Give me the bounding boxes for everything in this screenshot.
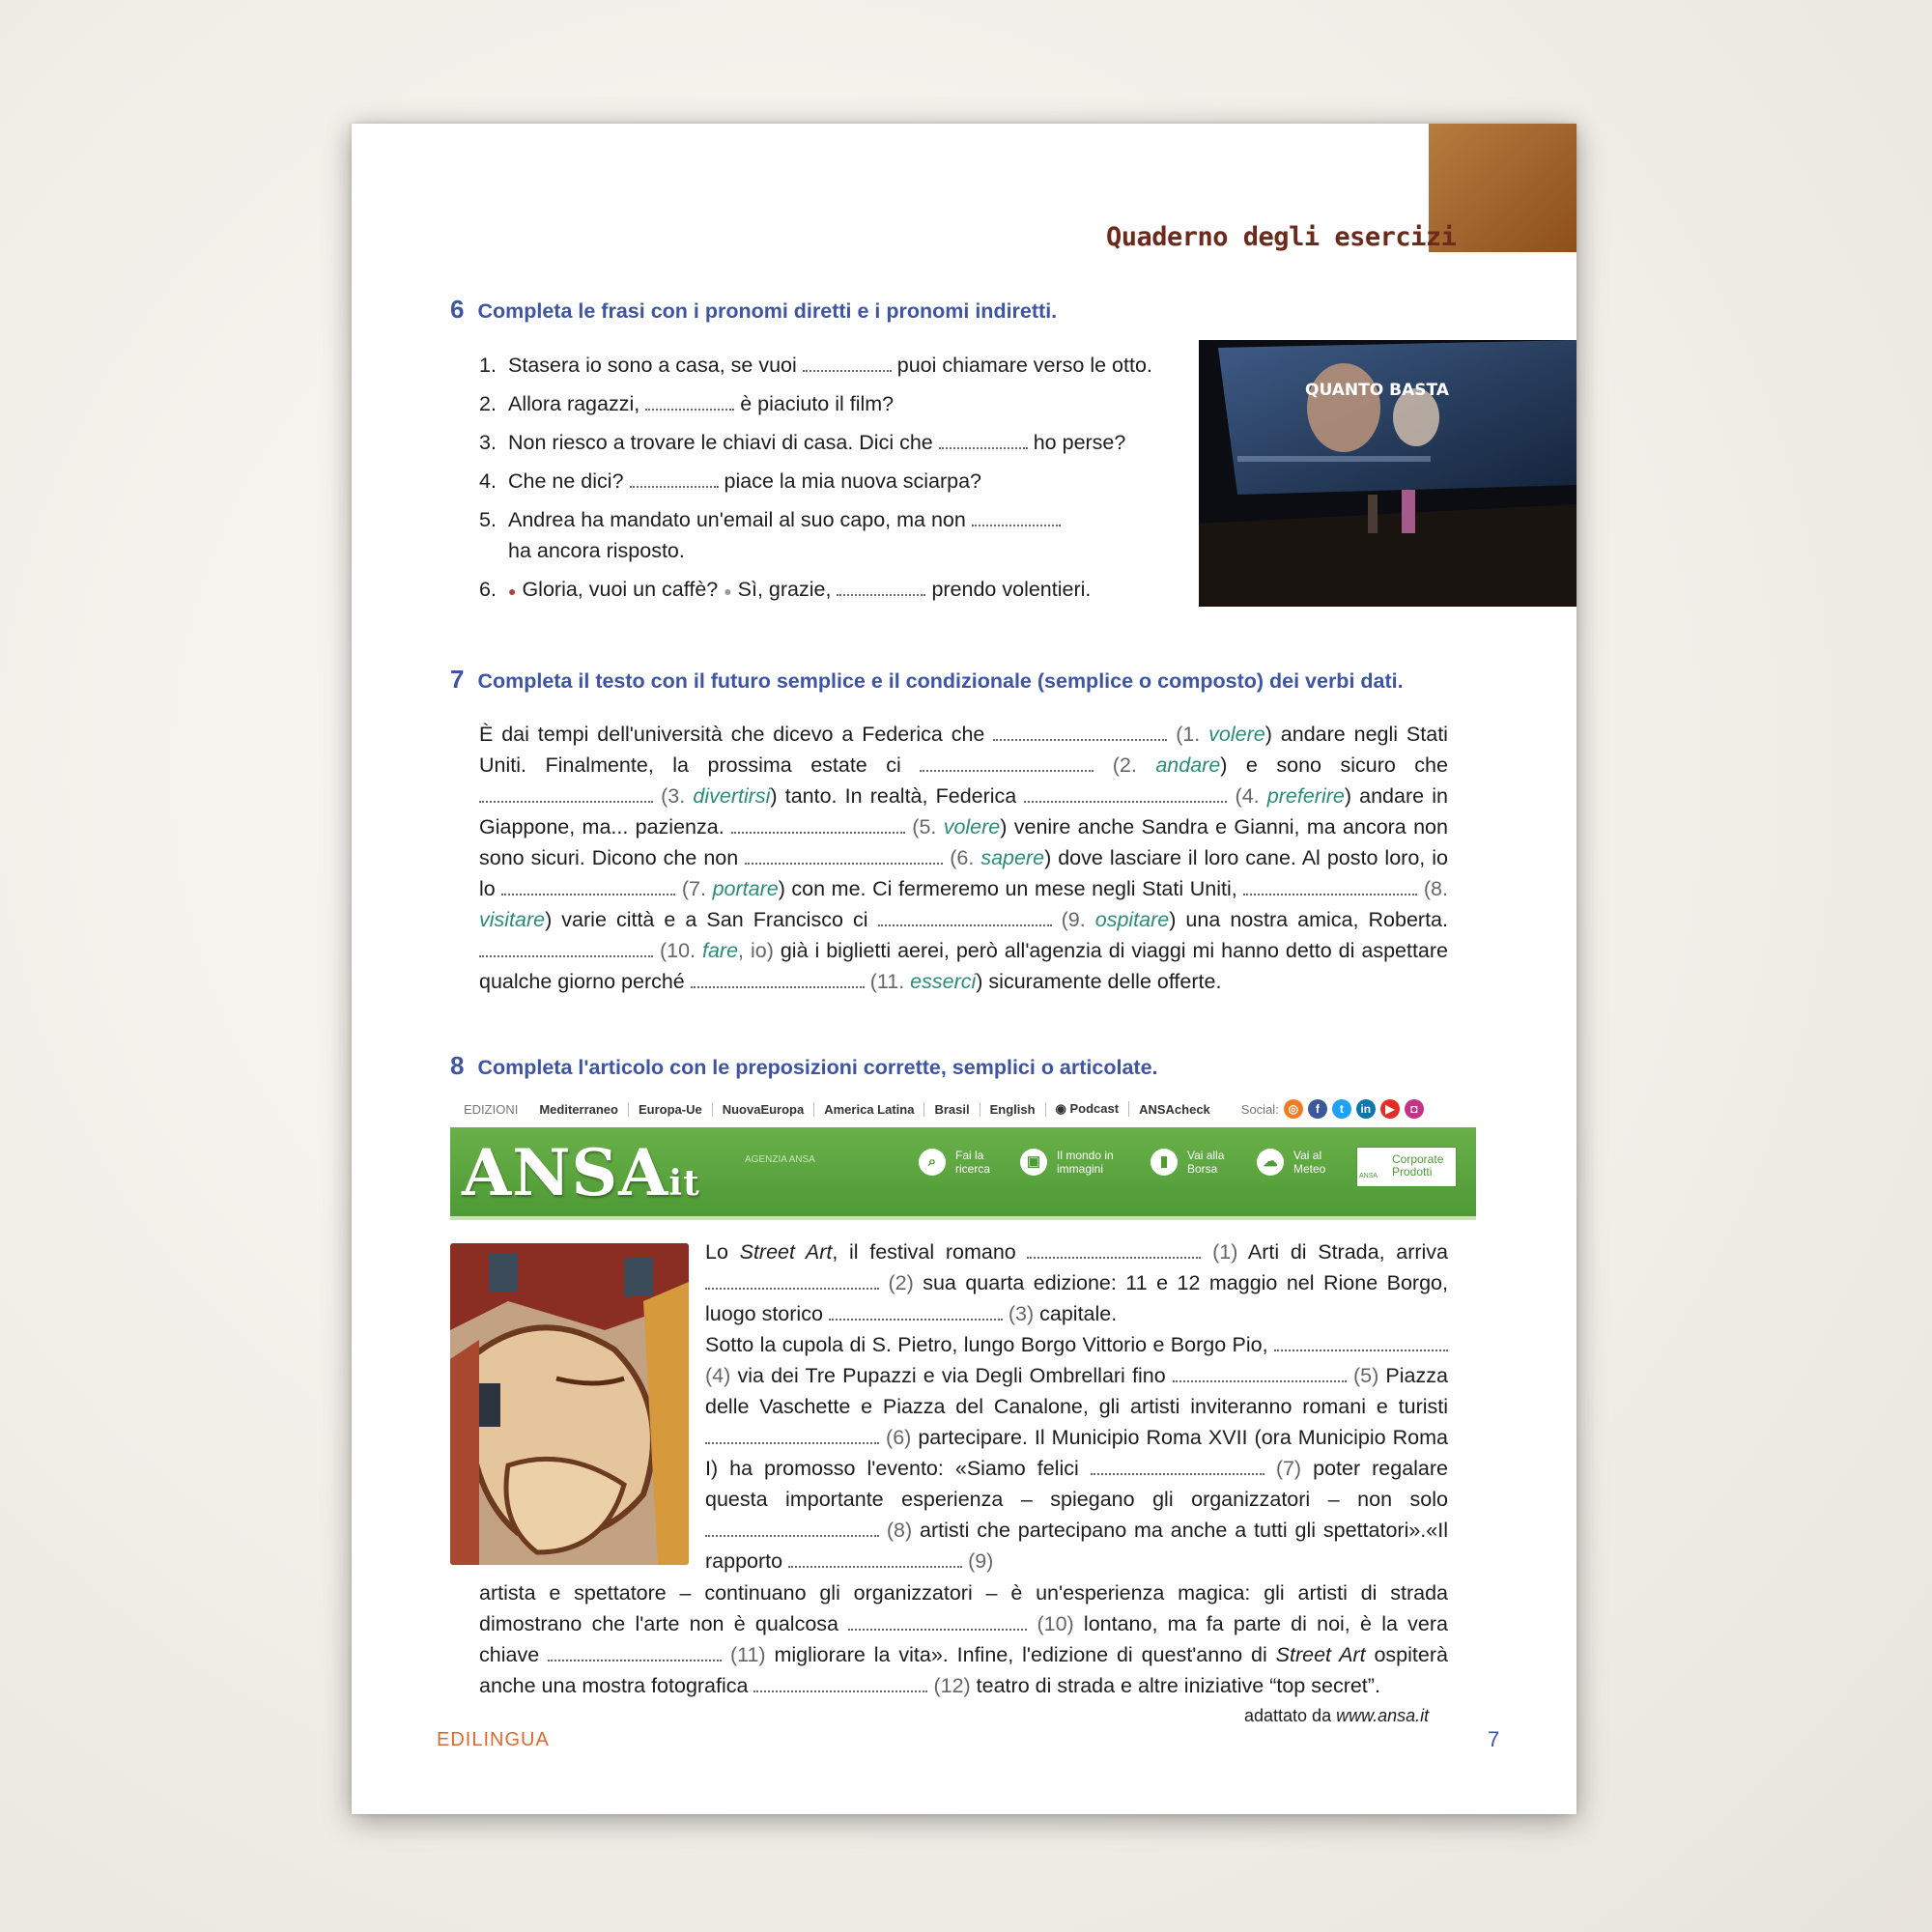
text: ) una nostra amica, Roberta. [1169, 908, 1448, 931]
blank-field[interactable] [939, 434, 1028, 449]
btn-label: Corporate [1392, 1152, 1444, 1166]
item-text: Sì, grazie, [737, 578, 832, 601]
list-item [479, 427, 1194, 458]
page-header-title: Quaderno degli esercizi [1106, 222, 1457, 252]
blank-field[interactable] [1274, 1336, 1448, 1351]
exercise-6-list [479, 350, 1194, 614]
item-text: ho perse? [1033, 431, 1126, 454]
btn-label: Fai la [955, 1149, 984, 1162]
source-site: www.ansa.it [1336, 1706, 1430, 1725]
text: artisti che partecipano ma anche a tutti gli spettatori».«Il rapporto [705, 1519, 1448, 1573]
page-number: 7 [1488, 1727, 1500, 1751]
item-text: piace la mia nuova sciarpa? [724, 469, 982, 493]
item-number: 6. [479, 578, 497, 601]
text: Street Art [1275, 1643, 1366, 1666]
blank-field[interactable] [788, 1552, 962, 1568]
blank-field[interactable] [479, 787, 653, 803]
item-text: Allora ragazzi, [508, 392, 640, 415]
blank-field[interactable] [920, 756, 1094, 772]
social-label: Social: [1240, 1101, 1279, 1117]
text: Arti di Strada, arriva [1247, 1240, 1449, 1264]
text: ) varie città e a San Francisco ci [545, 908, 868, 931]
blank-field[interactable] [803, 356, 892, 372]
text: già i biglietti aerei, però all'agenzia di viaggi mi hanno detto di aspettare qualche giorno perché [479, 939, 1448, 993]
text: Piazza delle Vaschette e Piazza del Canalone, gli artisti inviteranno romani e turisti [705, 1364, 1448, 1418]
twitter-icon[interactable]: t [1332, 1099, 1351, 1119]
hint: (2. [1112, 753, 1156, 777]
blank-field[interactable] [745, 849, 943, 865]
verb-hint: sapere [980, 846, 1045, 869]
nav-link[interactable]: Europa-Ue [629, 1102, 713, 1117]
item-number: 5. [479, 508, 497, 531]
podcast-icon: ◉ [1055, 1101, 1066, 1116]
verb-hint: volere [943, 815, 1001, 838]
nav-label: Podcast [1069, 1101, 1120, 1116]
blank-number: (11) [729, 1643, 766, 1666]
text: teatro di strada e altre iniziative “top secret”. [976, 1674, 1380, 1697]
item-text: Gloria, vuoi un caffè? [522, 578, 719, 601]
text: sua quarta edizione: 11 e 12 maggio nel Rione Borgo, luogo storico [705, 1271, 1448, 1325]
blank-field[interactable] [630, 472, 719, 488]
item-number: 2. [479, 392, 497, 415]
text: Street Art [739, 1240, 833, 1264]
hint: (7. [681, 877, 713, 900]
exercise-number: 7 [450, 665, 465, 694]
verb-hint: andare [1155, 753, 1221, 777]
text: ) venire anche Sandra e Gianni, ma ancora non sono sicuri. Dicono che non [479, 815, 1448, 869]
verb-hint: ospitare [1094, 908, 1170, 931]
ansa-logo[interactable] [462, 1135, 700, 1210]
btn-label: Prodotti [1392, 1165, 1433, 1179]
item-text: Andrea ha mandato un'email al suo capo, ma non [508, 508, 966, 531]
hint: (4. [1235, 784, 1267, 808]
text: Sotto la cupola di S. Pietro, lungo Borgo Vittorio e Borgo Pio, [705, 1333, 1268, 1356]
text: poter regalare questa importante esperienza – spiegano gli organizzatori – non solo [705, 1457, 1448, 1511]
list-item [479, 388, 1194, 419]
item-text: è piaciuto il film? [740, 392, 895, 415]
item-text: Che ne dici? [508, 469, 624, 493]
logo-text: ANSA [462, 1135, 669, 1210]
blank-number: (8) [886, 1519, 913, 1542]
list-item [479, 504, 1194, 566]
linkedin-icon[interactable]: in [1356, 1099, 1376, 1119]
list-item [479, 350, 1194, 381]
text: ) sicuramente delle offerte. [976, 970, 1222, 993]
item-number: 3. [479, 431, 497, 454]
weather-button[interactable] [1257, 1149, 1325, 1176]
text: ) tanto. In realtà, Federica [770, 784, 1017, 808]
btn-label: Vai al [1293, 1149, 1322, 1162]
verb-hint: volere [1208, 723, 1265, 746]
ansa-header [450, 1127, 1476, 1220]
blank-number: (6) [886, 1426, 912, 1449]
item-text: puoi chiamare verso le otto. [896, 354, 1152, 377]
nav-link[interactable]: America Latina [814, 1102, 924, 1117]
search-button[interactable] [919, 1149, 990, 1176]
text: ) andare in Giappone, ma... pazienza. [479, 784, 1448, 838]
hint: (11. [869, 970, 911, 993]
verb-hint: esserci [910, 970, 977, 993]
blank-number: (5) [1352, 1364, 1379, 1387]
facebook-icon[interactable]: f [1308, 1099, 1327, 1119]
stock-button[interactable] [1151, 1149, 1224, 1176]
text: ) andare negli Stati Uniti. Finalmente, la prossima estate ci [479, 723, 1448, 777]
blank-field[interactable] [1243, 880, 1417, 895]
text: È dai tempi dell'università che dicevo a Federica che [479, 723, 985, 746]
blank-field[interactable] [691, 973, 865, 988]
exercise-title: Completa il testo con il futuro semplice e il condizionale (semplice o composto) dei verbi dati. [477, 669, 1404, 693]
btn-label: immagini [1057, 1162, 1104, 1176]
blank-field[interactable] [1173, 1367, 1347, 1382]
street-art-mural-image [450, 1243, 689, 1565]
blank-field[interactable] [878, 911, 1052, 926]
item-text: Non riesco a trovare le chiavi di casa. Dici che [508, 431, 933, 454]
blank-field[interactable] [753, 1677, 927, 1692]
speaker-a-bullet: ● [508, 583, 517, 599]
text: partecipare. Il Municipio Roma XVII (ora Municipio Roma I) ha promosso l'evento: «Siamo felici [705, 1426, 1448, 1480]
blank-field[interactable] [705, 1274, 879, 1290]
list-item [479, 466, 1194, 497]
corporate-button[interactable] [1356, 1147, 1457, 1187]
agency-label: AGENZIA ANSA [745, 1154, 815, 1165]
btn-label: Meteo [1293, 1162, 1326, 1176]
blank-number: (7) [1275, 1457, 1302, 1480]
blank-field[interactable] [972, 511, 1061, 526]
text: capitale. [1039, 1302, 1118, 1325]
editions-label: EDIZIONI [464, 1101, 519, 1117]
exercise-7-heading [450, 665, 1404, 695]
blank-number: (9) [968, 1549, 994, 1573]
verb-hint: visitare [479, 908, 546, 931]
blank-field[interactable] [548, 1646, 722, 1662]
item-number: 1. [479, 354, 497, 377]
blank-field[interactable] [1091, 1460, 1264, 1475]
source-label: adattato da [1244, 1706, 1337, 1725]
cinema-photo [1199, 340, 1577, 607]
hint: , io) [738, 939, 774, 962]
chart-icon: ▮ [1151, 1149, 1178, 1176]
speaker-b-bullet: ● [724, 583, 732, 599]
btn-label: Vai alla [1187, 1149, 1225, 1162]
text: lontano, ma fa parte di noi, è la vera chiave [479, 1612, 1448, 1666]
nav-link[interactable]: ANSAcheck [1139, 1101, 1210, 1117]
verb-hint: portare [712, 877, 779, 900]
blank-field[interactable] [1027, 1243, 1201, 1259]
exercise-6-heading [450, 295, 1057, 325]
blank-number: (2) [888, 1271, 914, 1294]
hint: (3. [661, 784, 694, 808]
text: via dei Tre Pupazzi e via Degli Ombrellari fino [737, 1364, 1166, 1387]
exercise-8-heading [450, 1051, 1158, 1081]
text: ) dove lasciare il loro cane. Al posto loro, io lo [479, 846, 1448, 900]
article-text-bottom [479, 1577, 1448, 1701]
list-item [479, 574, 1194, 607]
nav-link[interactable]: English [980, 1102, 1046, 1117]
exercise-number: 6 [450, 295, 465, 324]
blank-number: (12) [933, 1674, 971, 1697]
item-text: Stasera io sono a casa, se vuoi [508, 354, 797, 377]
blank-field[interactable] [837, 581, 925, 596]
text: artista e spettatore – continuano gli organizzatori – è un'esperienza magica: gli artisti di strada dimostrano che l'arte non è qualcosa [479, 1581, 1448, 1635]
btn-label: Il mondo in [1057, 1149, 1114, 1162]
hint: (8. [1423, 877, 1448, 900]
poster-title: QUANTO BASTA [1305, 381, 1449, 400]
blank-number: (10) [1037, 1612, 1074, 1635]
blank-field[interactable] [731, 818, 905, 834]
exercise-title: Completa l'articolo con le preposizioni corrette, semplici o articolate. [477, 1056, 1158, 1079]
article-text-top [705, 1236, 1448, 1577]
nav-link[interactable]: Mediterraneo [529, 1102, 629, 1117]
corporate-small-label: ANSA [1359, 1173, 1378, 1179]
publisher-logo: EDILINGUA [437, 1729, 550, 1750]
btn-label: Borsa [1187, 1162, 1218, 1176]
blank-number: (3) [1008, 1302, 1035, 1325]
images-button[interactable] [1020, 1149, 1114, 1176]
blank-field[interactable] [993, 725, 1167, 741]
verb-hint: divertirsi [693, 784, 771, 808]
item-number: 4. [479, 469, 497, 493]
text: Lo [705, 1240, 740, 1264]
verb-hint: preferire [1266, 784, 1345, 808]
btn-label: ricerca [955, 1162, 991, 1176]
blank-number: (4) [705, 1364, 731, 1387]
instagram-icon[interactable]: ◘ [1405, 1099, 1424, 1119]
text: , il festival romano [832, 1240, 1016, 1264]
verb-hint: fare [701, 939, 739, 962]
hint: (9. [1061, 908, 1095, 931]
blank-number: (1) [1212, 1240, 1238, 1264]
exercise-number: 8 [450, 1051, 465, 1080]
blank-field[interactable] [705, 1429, 879, 1444]
text: migliorare la vita». Infine, l'edizione di quest'anno di [774, 1643, 1276, 1666]
hint: (10. [659, 939, 702, 962]
blank-field[interactable] [479, 942, 653, 957]
blank-field[interactable] [705, 1521, 879, 1537]
text: ospiterà anche una mostra fotografica [479, 1643, 1448, 1697]
weather-icon: ☁ [1257, 1149, 1284, 1176]
exercise-7-text [479, 719, 1448, 997]
blank-field[interactable] [1024, 787, 1227, 803]
hint: (1. [1176, 723, 1209, 746]
nav-link[interactable]: NuovaEuropa [713, 1102, 815, 1117]
item-text: ha ancora risposto. [508, 539, 685, 562]
ansa-nav-bar [450, 1094, 1476, 1123]
nav-link[interactable]: Brasil [924, 1102, 980, 1117]
text: ) con me. Ci fermeremo un mese negli Stati Uniti, [778, 877, 1237, 900]
nav-link-podcast[interactable] [1046, 1101, 1130, 1117]
rss-icon[interactable]: ◎ [1284, 1099, 1303, 1119]
hint: (6. [950, 846, 981, 869]
youtube-icon[interactable]: ▶ [1380, 1099, 1400, 1119]
blank-field[interactable] [501, 880, 675, 895]
exercise-title: Completa le frasi con i pronomi diretti e i pronomi indiretti. [477, 299, 1058, 323]
item-text: prendo volentieri. [931, 578, 1092, 601]
camera-icon: ▣ [1020, 1149, 1047, 1176]
search-icon: ⌕ [919, 1149, 946, 1176]
blank-field[interactable] [829, 1305, 1003, 1321]
blank-field[interactable] [645, 395, 734, 411]
text: ) e sono sicuro che [1220, 753, 1448, 777]
article-source [1244, 1706, 1429, 1726]
logo-suffix: it [668, 1163, 700, 1204]
blank-field[interactable] [848, 1615, 1027, 1631]
hint: (5. [912, 815, 944, 838]
